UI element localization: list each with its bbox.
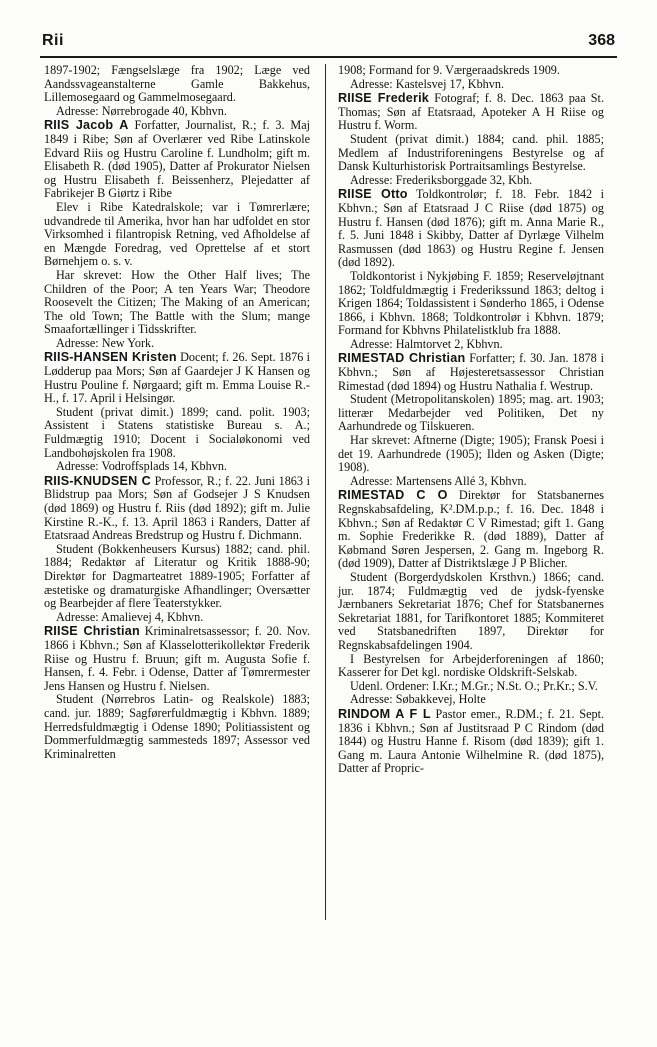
entry-name: RIISE Otto	[338, 187, 408, 202]
entry-paragraph: Udenl. Ordener: I.Kr.; M.Gr.; N.St. O.; Pr.Kr.; S.V.	[350, 678, 598, 693]
entry-riise-christian	[44, 625, 310, 761]
entry-riise-frederik	[338, 92, 604, 187]
entry-address: Adresse: Kastelsvej 17, Kbhvn.	[350, 76, 505, 91]
entry-paragraph: Forfatter, Journalist, R.; f. 3. Maj 1849 i Ribe; Søn af Overlærer ved Ribe Latinskole Edvard Riis og Hustru Caroline f. Lundholm; gift m. Elisabeth R. (død 1905), Datter af Prokurator Nielsen og Hustru Elisabeth f. Beissenherz, Plejedatter af Fabrikejer B Giørtz i Ribe	[44, 118, 311, 201]
entry-address: Adresse: Martensens Allé 3, Kbhvn.	[350, 473, 527, 488]
entry-address: Adresse: Søbakkevej, Holte	[350, 692, 486, 707]
continuation-text: 1897-1902; Fængselslæge fra 1902; Læge ved Aandssvageanstalterne Gamle Bakkehus, Lillemosegaard og Gammelmosegaard.	[44, 63, 310, 105]
entry-name: RIIS-KNUDSEN C	[44, 473, 151, 488]
entry-paragraph: Elev i Ribe Katedralskole; var i Tømrerlære; udvandrede til Amerika, hvor han har udfoldet en stor Virksomhed i filantropisk Retning, ved Afholdelse af en Mængde Foredrag, ved Oprettelse af et stort Børnehjem o. s. v.	[44, 199, 310, 269]
entry-paragraph: Forfatter; f. 30. Jan. 1878 i Kbhvn.; Søn af Højesteretsassessor Christian Rimestad (død 1894) og Hustru Nathalia f. Westrup.	[338, 351, 605, 393]
entry-name: RINDOM A F L	[338, 706, 431, 721]
entry-paragraph: Student (Borgerdydskolen Krsthvn.) 1866; cand. jur. 1874; Fuldmægtig ved de jydsk-fyenske Jærnbaners Sekretariat 1876; Chef for Statsbanernes Sekretariat 1881, for Tarifkontoret 1885; Kommiteret ved Statsbanedriften 1897, Direktør for Regnskabsafdelingen 1904.	[338, 569, 604, 652]
entry-paragraph: Toldkontrolør; f. 18. Febr. 1842 i Kbhvn.; Søn af Etatsraad J C Riise (død 1875) og Hustru f. Hansen (død 1876); gift m. Anna Marie R., f. 5. Juni 1848 i Skibby, Datter af Dyrlæge Vilhelm Rasmussen (død 1863) og Hustru Regine f. Jensen (død 1892).	[338, 187, 604, 270]
continuation-entry	[44, 64, 310, 118]
entry-paragraph: Har skrevet: How the Other Half lives; The Children of the Poor; A ten Years War; Theodore Roosevelt the Citizen; The Making of an American; The old Town; The Battle with the Slum; mange Smaafortællinger i Tidsskrifter.	[44, 267, 310, 337]
entry-paragraph: Kriminalretsassessor; f. 20. Nov. 1866 i Kbhvn.; Søn af Klasselotterikollektør Frederik Riise og Hustru f. Bruun; gift m. Augusta Sofie f. Hansen, f. 4. Febr. i Odense, Datter af Tømrermester Jens Hansen og Hustru f. Nielsen.	[44, 624, 311, 693]
entry-paragraph: Har skrevet: Aftnerne (Digte; 1905); Fransk Poesi i det 19. Aarhundrede (1905); Ilden og Asken (Digte; 1908).	[338, 433, 604, 475]
entry-paragraph: Professor, R.; f. 22. Juni 1863 i Blidstrup paa Mors; Søn af Godsejer J S Knudsen (død 1869) og Hustru f. Riis (død 1892); gift m. Julie Kirstine R.-K., f. 13. April 1863 i Randers, Datter af Etatsraad Andreas Bredstrup og Hustru f. Dichmann.	[44, 473, 310, 543]
entry-address: Adresse: Amalievej 4, Kbhvn.	[56, 609, 204, 624]
entry-paragraph: Fotograf; f. 8. Dec. 1863 paa St. Thomas; Søn af Etatsraad, Apoteker A H Riise og Hustru f. Worm.	[338, 91, 604, 133]
entry-riis-hansen-kristen	[44, 351, 310, 473]
entry-paragraph: Student (privat dimit.) 1884; cand. phil. 1885; Medlem af Industriforeningens Bestyrelse og af Dansk Kulturhistorisk Portraitsamlings Bestyrelse.	[338, 131, 604, 174]
entry-name: RIMESTAD C O	[338, 488, 448, 503]
entry-rimestad-c-o	[338, 489, 604, 707]
entry-name: RIISE Frederik	[338, 91, 430, 106]
continuation-entry	[338, 64, 604, 91]
entry-riise-otto	[338, 188, 604, 351]
entry-paragraph: I Bestyrelsen for Arbejderforeningen af 1860; Kasserer for Det kgl. nordiske Oldskrift-Selskab.	[338, 651, 604, 680]
page-number: 368	[588, 32, 615, 49]
entry-rimestad-christian	[338, 352, 604, 488]
entry-address: Adresse: Vodroffsplads 14, Kbhvn.	[56, 459, 227, 474]
entry-paragraph: Student (privat dimit.) 1899; cand. polit. 1903; Assistent i Statens statistiske Bureau s. A.; Fuldmægtig 1910; Docent i Socialøkonomi ved Landbohøjskolen fra 1908.	[44, 404, 310, 460]
entry-riis-jacob	[44, 119, 310, 350]
entry-name: RIIS Jacob A	[44, 118, 129, 133]
entry-paragraph: Student (Nørrebros Latin- og Realskole) 1883; cand. jur. 1889; Sagførerfuldmægtig i Kbhvn. 1889; Herredsfuldmægtig i Odense 1890; Politiassistent og Dommerfuldmægtig sammesteds 1897; Assessor ved Kriminalretten	[44, 692, 310, 761]
entry-paragraph: Toldkontorist i Nykjøbing F. 1859; Reserveløjtnant 1862; Toldfuldmægtig i Frederikssund 1863; deltog i Krigen 1864; Toldassistent i Sønderho 1865, i Odense 1866, i Kbhvn. 1868; Toldkontrolør i Kbhvn. 1879; Formand for Kbhvns Philatelistklub fra 1888.	[338, 268, 604, 338]
entry-paragraph: Pastor emer., R.DM.; f. 21. Sept. 1836 i Kbhvn.; Søn af Justitsraad P C Rindom (død 1844) og Hustru Hanne f. Risom (død 1839); gift 1. Gang m. Laura Antonie Wilhelmine R. (død 1875), Datter af Propric-	[338, 706, 605, 776]
column-divider	[325, 64, 326, 920]
running-head	[40, 30, 617, 58]
entry-name: RIIS-HANSEN Kristen	[44, 350, 177, 365]
entry-paragraph: Direktør for Statsbanernes Regnskabsafdeling, K².DM.p.p.; f. 16. Dec. 1848 i Kbhvn.; Søn af Redaktør C V Rimestad; gift 1. Gang m. Sophie Frederikke R. (død 1889), Datter af Købmand Søren Jespersen, 2. Gang m. Ingeborg R. (død 1909), Datter af Distriktslæge J P Blicher.	[338, 488, 604, 571]
entry-paragraph: Student (Metropolitanskolen) 1895; mag. art. 1903; litterær Medarbejder ved Politiken, Det ny Aarhundrede og Tilskueren.	[338, 392, 604, 434]
right-column	[338, 64, 604, 777]
entry-paragraph: Student (Bokkenheusers Kursus) 1882; cand. phil. 1884; Redaktør af Literatur og Kritik 1888-90; Direktør for Dagmarteatret 1889-1905; Forfatter af æstetiske og dramaturgiske Afhandlinger; Oversætter og Bearbejder af flere Teaterstykker.	[44, 541, 310, 611]
entry-address: Adresse: Halmtorvet 2, Kbhvn.	[350, 336, 503, 351]
left-column	[44, 64, 310, 762]
entry-address: Adresse: Frederiksborggade 32, Kbh.	[350, 172, 533, 187]
entry-riis-knudsen	[44, 475, 310, 625]
entry-rindom	[338, 708, 604, 776]
entry-name: RIMESTAD Christian	[338, 351, 466, 366]
entry-name: RIISE Christian	[44, 624, 140, 639]
continuation-text: 1908; Formand for 9. Værgeraadskreds 1909.	[338, 63, 560, 77]
running-head-word: Rii	[42, 32, 64, 49]
entry-address: Adresse: New York.	[56, 335, 155, 350]
entry-address: Adresse: Nørrebrogade 40, Kbhvn.	[56, 103, 227, 118]
entry-paragraph: Docent; f. 26. Sept. 1876 i Lødderup paa Mors; Søn af Gaardejer J K Hansen og Hustru Pouline f. Nørgaard; gift m. Emma Louise R.-H., f. 17. April i Helsingør.	[44, 350, 310, 406]
